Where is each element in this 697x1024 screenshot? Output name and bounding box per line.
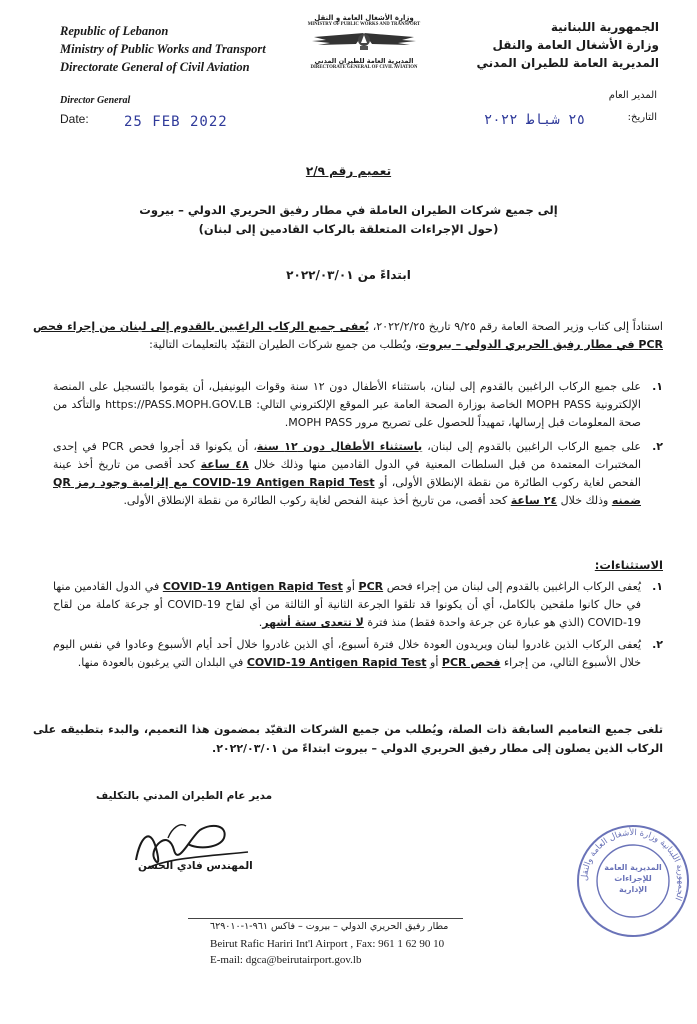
footer-email[interactable]: E-mail: dgca@beirutairport.gov.lb [210, 954, 362, 966]
item2-part-f: COVID-19 Antigen Rapid Test مع إلزامية وجود رمز QR ضمنه [53, 476, 641, 507]
item2-part-c: ، أن يكونوا قد أجروا فحص PCR في إحدى المختبرات المعتمدة من قبل السلطات المعنية في الدول القادمين منها وذلك خلال [53, 440, 642, 471]
item-text: على جميع الركاب الراغبين بالقدوم إلى لبنان، باستثناء الأطفال دون ١٢ سنة وقوات اليونيفيل، أن يقوموا بالتسجيل على المنصة الإلكترونية MOPH PASS الخاصة بوزارة الصحة العامة عبر الموقع الإلكتروني التالي: https://PASS.MOPH.GOV.LB والتأكد من صحة المعلومات قبل إرسالها، تمهيداً للحصول على تصريح مرور MOPH PASS. [53, 380, 641, 429]
emblem-bottom-ar: المديرية العامة للطيران المدني [314, 57, 414, 65]
item-number: ٢. [652, 440, 663, 453]
exc2-part-b: فحص PCR [441, 656, 501, 669]
item2-part-i: كحد أقصى، من تاريخ أخذ عينة الفحص لغاية ركوب الطائرة من نقطة الإنطلاق الأولى. [123, 494, 511, 507]
item2-part-g: وذلك خلال [557, 494, 612, 507]
official-stamp [574, 822, 692, 940]
stamp-seal-icon [574, 822, 692, 940]
footer-arabic: مطار رفيق الحريري الدولي – بيروت – فاكس ٩٦١-١-٦٢٩٠١٠ [210, 921, 449, 932]
intro-part2: يُعفى جميع الركاب الراغبين بالقدوم إلى لبنان من إجراء فحص PCR في مطار رفيق الحريري الدولي – بيروت [33, 320, 663, 351]
header-left-line1: Republic of Lebanon [60, 24, 169, 38]
emblem-top-ar: وزارة الأشغال العامة و النقل [314, 14, 414, 22]
exceptions-list [53, 578, 663, 672]
stamp-inner-text: المديرية العامة للإجراءات الإدارية [604, 863, 662, 894]
circular-addressee: إلى جميع شركات الطيران العاملة في مطار رفيق الحريري الدولي – بيروت [139, 203, 558, 217]
item-text [53, 578, 641, 632]
instructions-list [53, 378, 663, 510]
circular-effective: ابتداءً من ٢٠٢٢/٠٣/٠١ [286, 268, 411, 282]
emblem-bottom-en: DIRECTORATE GENERAL OF CIVIL AVIATION [310, 65, 418, 70]
item2-part-h: ٢٤ ساعة [510, 494, 558, 507]
header-left [60, 22, 266, 76]
emblem-top-en: MINISTRY OF PUBLIC WORKS AND TRANSPORT [307, 22, 421, 27]
item-number: ١. [652, 380, 663, 393]
signature-title: مدير عام الطيران المدني بالتكليف [96, 790, 273, 802]
circular-subject: (حول الإجراءات المتعلقة بالركاب القادمين إلى لبنان) [198, 222, 499, 236]
intro-paragraph [33, 318, 663, 354]
exc1-part-a: يُعفى الركاب الراغبين بالقدوم إلى لبنان من إجراء فحص [383, 580, 641, 593]
item-text [53, 636, 641, 672]
date-value-en: 25 FEB 2022 [124, 114, 228, 130]
header-left-line2: Ministry of Public Works and Transport [60, 42, 266, 56]
list-item [53, 578, 663, 632]
intro-part3: ، ويُطلب من جميع شركات الطيران التقيّد بالتعليمات التالية: [149, 338, 419, 351]
exc2-part-d: COVID-19 Antigen Rapid Test [246, 656, 427, 669]
header-left-line3: Directorate General of Civil Aviation [60, 60, 250, 74]
closing-paragraph: تلغى جميع التعاميم السابقة ذات الصلة، ويُطلب من جميع الشركات التقيّد بمضمون هذا التعميم، والبدء بتطبيقه على الركاب الذين يصلون إلى مطار رفيق الحريري الدولي – بيروت ابتداءً من ٢٠٢٢/٠٣/٠١. [33, 723, 663, 755]
exc1-part-d: COVID-19 Antigen Rapid Test [162, 580, 343, 593]
director-ar: المدير العام [608, 90, 657, 101]
exc2-part-e: في البلدان التي يرغبون بالعودة منها. [77, 656, 247, 669]
list-item [53, 438, 663, 510]
item2-part-d: ٤٨ ساعة [200, 458, 249, 471]
header-right [459, 18, 659, 72]
exc2-part-a: يُعفى الركاب الذين غادروا لبنان ويريدون العودة خلال فترة أسبوع، أي الذين غادروا خلال أحد أيام الأسبوع وعادوا في نفس اليوم خلال الأسبوع التالي، من إجراء [53, 638, 641, 669]
circular-number: تعميم رقم ٢/٩ [305, 164, 392, 178]
item2-part-a: على جميع الركاب الراغبين بالقدوم إلى لبنان، [422, 440, 641, 453]
exc2-part-c: أو [426, 656, 442, 669]
footer-divider [188, 918, 463, 919]
signature-name: المهندس فادي الحسن [138, 860, 253, 872]
exc1-part-g: . [258, 616, 263, 629]
exc1-part-f: لا تتعدى ستة أشهر [262, 616, 364, 629]
exc1-part-b: PCR [358, 580, 384, 593]
date-label-ar: التاريخ: [627, 112, 657, 123]
item-text [53, 438, 641, 510]
stamp-outer-text: الجمهورية اللبنانية وزارة الأشغال العامة والنقل [579, 827, 687, 902]
aviation-wings-icon [304, 27, 424, 53]
exc1-part-c: أو [342, 580, 359, 593]
item2-part-b: باستثناء الأطفال دون ١٢ سنة [256, 440, 423, 453]
list-item [53, 378, 663, 432]
date-label-en: Date: [60, 112, 89, 126]
date-value-ar: ٢٥ شباط ٢٠٢٢ [483, 112, 585, 128]
intro-part1: استناداً إلى كتاب وزير الصحة العامة رقم ٩/٢٥ تاريخ ٢٠٢٢/٢/٢٥، [369, 320, 663, 333]
header-emblem [300, 14, 428, 70]
item-number: ١. [652, 580, 663, 593]
header-right-line3: المديرية العامة للطيران المدني [476, 56, 659, 70]
item-number: ٢. [652, 638, 663, 651]
list-item [53, 636, 663, 672]
exceptions-title: الاستثناءات: [594, 558, 663, 572]
header-right-line1: الجمهورية اللبنانية [550, 20, 659, 34]
header-right-line2: وزارة الأشغال العامة والنقل [492, 38, 659, 52]
director-en: Director General [60, 95, 131, 106]
footer-english: Beirut Rafic Hariri Int'l Airport , Fax: 961 1 62 90 10 [210, 938, 445, 950]
item2-part-e: كحد أقصى من تاريخ أخذ عينة الفحص لغاية ركوب الطائرة من نقطة الإنطلاق الأولى، أو [53, 458, 641, 489]
exc1-part-e: في الدول القادمين منها في حال كانوا ملقحين بالكامل، أي أن يكونوا قد تلقوا الجرعة الثانية أو الثالثة من أي لقاح COVID-19 أو جرعة كاملة من لقاح COVID-19 (الذي هو عبارة عن جرعة واحدة فقط) منذ فترة [53, 580, 641, 629]
